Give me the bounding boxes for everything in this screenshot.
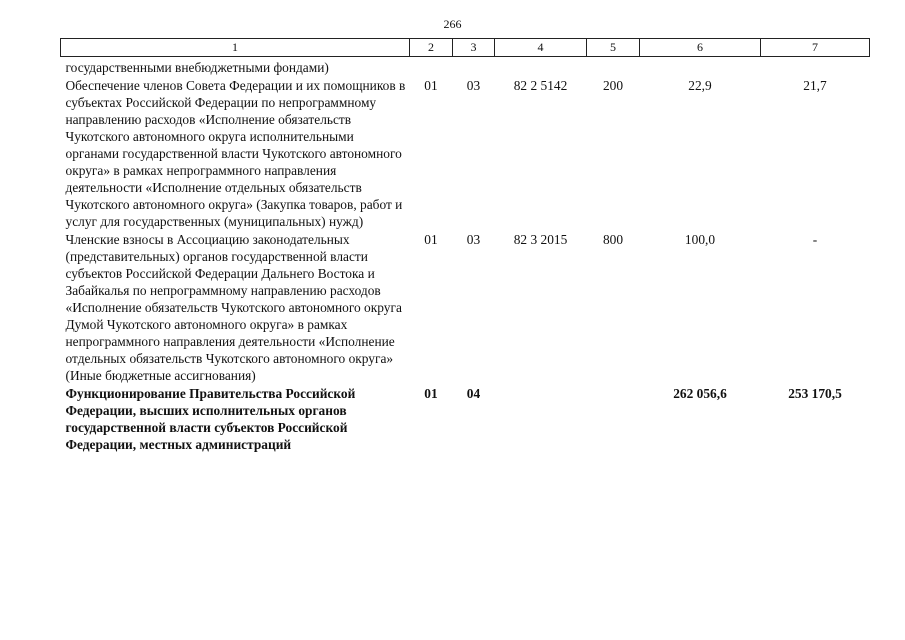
row-amount-year1: 22,9 — [688, 78, 712, 93]
row-target-article: 82 2 5142 — [513, 78, 568, 93]
table-row — [61, 76, 870, 230]
column-header-1: 1 — [61, 39, 410, 57]
continued-row — [61, 57, 870, 77]
row-subsection-code: 03 — [466, 78, 481, 93]
budget-table — [60, 38, 870, 453]
row-name: Функционирование Правительства Российской Федерации, высших исполнительных органов государственной власти субъектов Российской Федерации, местных администраций — [65, 386, 356, 452]
row-name: Обеспечение членов Совета Федерации и их помощников в субъектах Российской Федерации по непрограммному направлению расходов «Исполнение обязательств Чукотского автономного округа исполнительными органами государственной власти Чукотского автономного округа» в рамках непрограммного направления деятельности «Исполнение отдельных обязательств Чукотского автономного округа» (Закупка товаров, работ и услуг для государственных (муниципальных) нужд) — [65, 78, 406, 229]
row-amount-year1: 262 056,6 — [673, 386, 727, 401]
page-number: 266 — [443, 17, 462, 31]
row-subsection-code: 04 — [466, 386, 481, 401]
column-header-6: 6 — [640, 39, 761, 57]
row-target-article — [495, 384, 587, 453]
row-section-code: 01 — [424, 78, 438, 93]
row-expense-type: 200 — [602, 78, 624, 93]
row-amount-year2: 253 170,5 — [788, 386, 842, 401]
table-row — [61, 230, 870, 384]
row-amount-year2: - — [812, 232, 818, 247]
row-target-article: 82 3 2015 — [513, 232, 568, 247]
column-header-7: 7 — [761, 39, 870, 57]
row-expense-type — [587, 384, 640, 453]
column-header-4: 4 — [495, 39, 587, 57]
row-expense-type: 800 — [602, 232, 624, 247]
row-amount-year2: 21,7 — [803, 78, 827, 93]
row-section-code: 01 — [424, 232, 438, 247]
column-number-header-row — [61, 39, 870, 57]
column-header-2: 2 — [410, 39, 453, 57]
continued-text: государственными внебюджетными фондами) — [65, 60, 329, 75]
column-header-3: 3 — [453, 39, 495, 57]
row-name: Членские взносы в Ассоциацию законодательных (представительных) органов государственной власти субъектов Российской Федерации Дальнего Востока и Забайкалья по непрограммному направлению расходов «Исполнение обязательств Чукотского автономного округа Думой Чукотского автономного округа» в рамках непрограммного направления деятельности «Исполнение отдельных обязательств Чукотского автономного округа» (Иные бюджетные ассигнования) — [65, 232, 402, 383]
row-amount-year1: 100,0 — [684, 232, 716, 247]
row-section-code: 01 — [424, 386, 438, 401]
row-subsection-code: 03 — [466, 232, 481, 247]
column-header-5: 5 — [587, 39, 640, 57]
table-row-section-total — [61, 384, 870, 453]
